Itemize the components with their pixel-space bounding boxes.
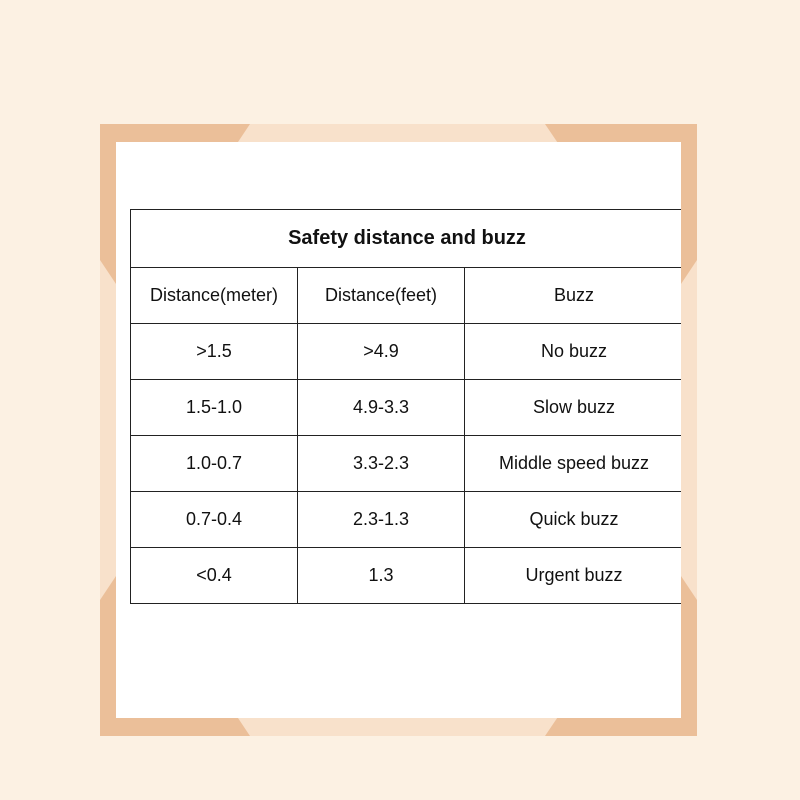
- safety-distance-table: [130, 209, 681, 604]
- cell-distance-meter: <0.4: [131, 548, 298, 604]
- cell-buzz: Quick buzz: [465, 492, 682, 548]
- cell-distance-feet: 1.3: [298, 548, 465, 604]
- frame-corner-top-left-side: [100, 124, 116, 284]
- cell-distance-meter: 1.0-0.7: [131, 436, 298, 492]
- frame-corner-bottom-left-side: [100, 576, 116, 736]
- cell-buzz: No buzz: [465, 324, 682, 380]
- table-row: [131, 492, 682, 548]
- frame-corner-top-left: [100, 124, 250, 142]
- table-title-row: [131, 210, 682, 268]
- frame-corner-bottom-right: [545, 718, 697, 736]
- frame-corner-bottom-right-side: [681, 576, 697, 736]
- frame-corner-top-right-side: [681, 124, 697, 284]
- cell-distance-feet: 4.9-3.3: [298, 380, 465, 436]
- header-buzz: Buzz: [465, 268, 682, 324]
- cell-buzz: Urgent buzz: [465, 548, 682, 604]
- header-distance-meter: Distance(meter): [131, 268, 298, 324]
- table-row: [131, 324, 682, 380]
- table-row: [131, 380, 682, 436]
- cell-buzz: Middle speed buzz: [465, 436, 682, 492]
- cell-distance-meter: 0.7-0.4: [131, 492, 298, 548]
- cell-distance-feet: 3.3-2.3: [298, 436, 465, 492]
- white-panel: [116, 142, 681, 718]
- frame-corner-top-right: [545, 124, 697, 142]
- cell-distance-feet: >4.9: [298, 324, 465, 380]
- table-row: [131, 548, 682, 604]
- cell-distance-meter: 1.5-1.0: [131, 380, 298, 436]
- cell-distance-feet: 2.3-1.3: [298, 492, 465, 548]
- header-distance-feet: Distance(feet): [298, 268, 465, 324]
- frame-corner-bottom-left: [100, 718, 250, 736]
- table-header-row: [131, 268, 682, 324]
- table-title: Safety distance and buzz: [131, 210, 682, 268]
- cell-distance-meter: >1.5: [131, 324, 298, 380]
- cell-buzz: Slow buzz: [465, 380, 682, 436]
- table-row: [131, 436, 682, 492]
